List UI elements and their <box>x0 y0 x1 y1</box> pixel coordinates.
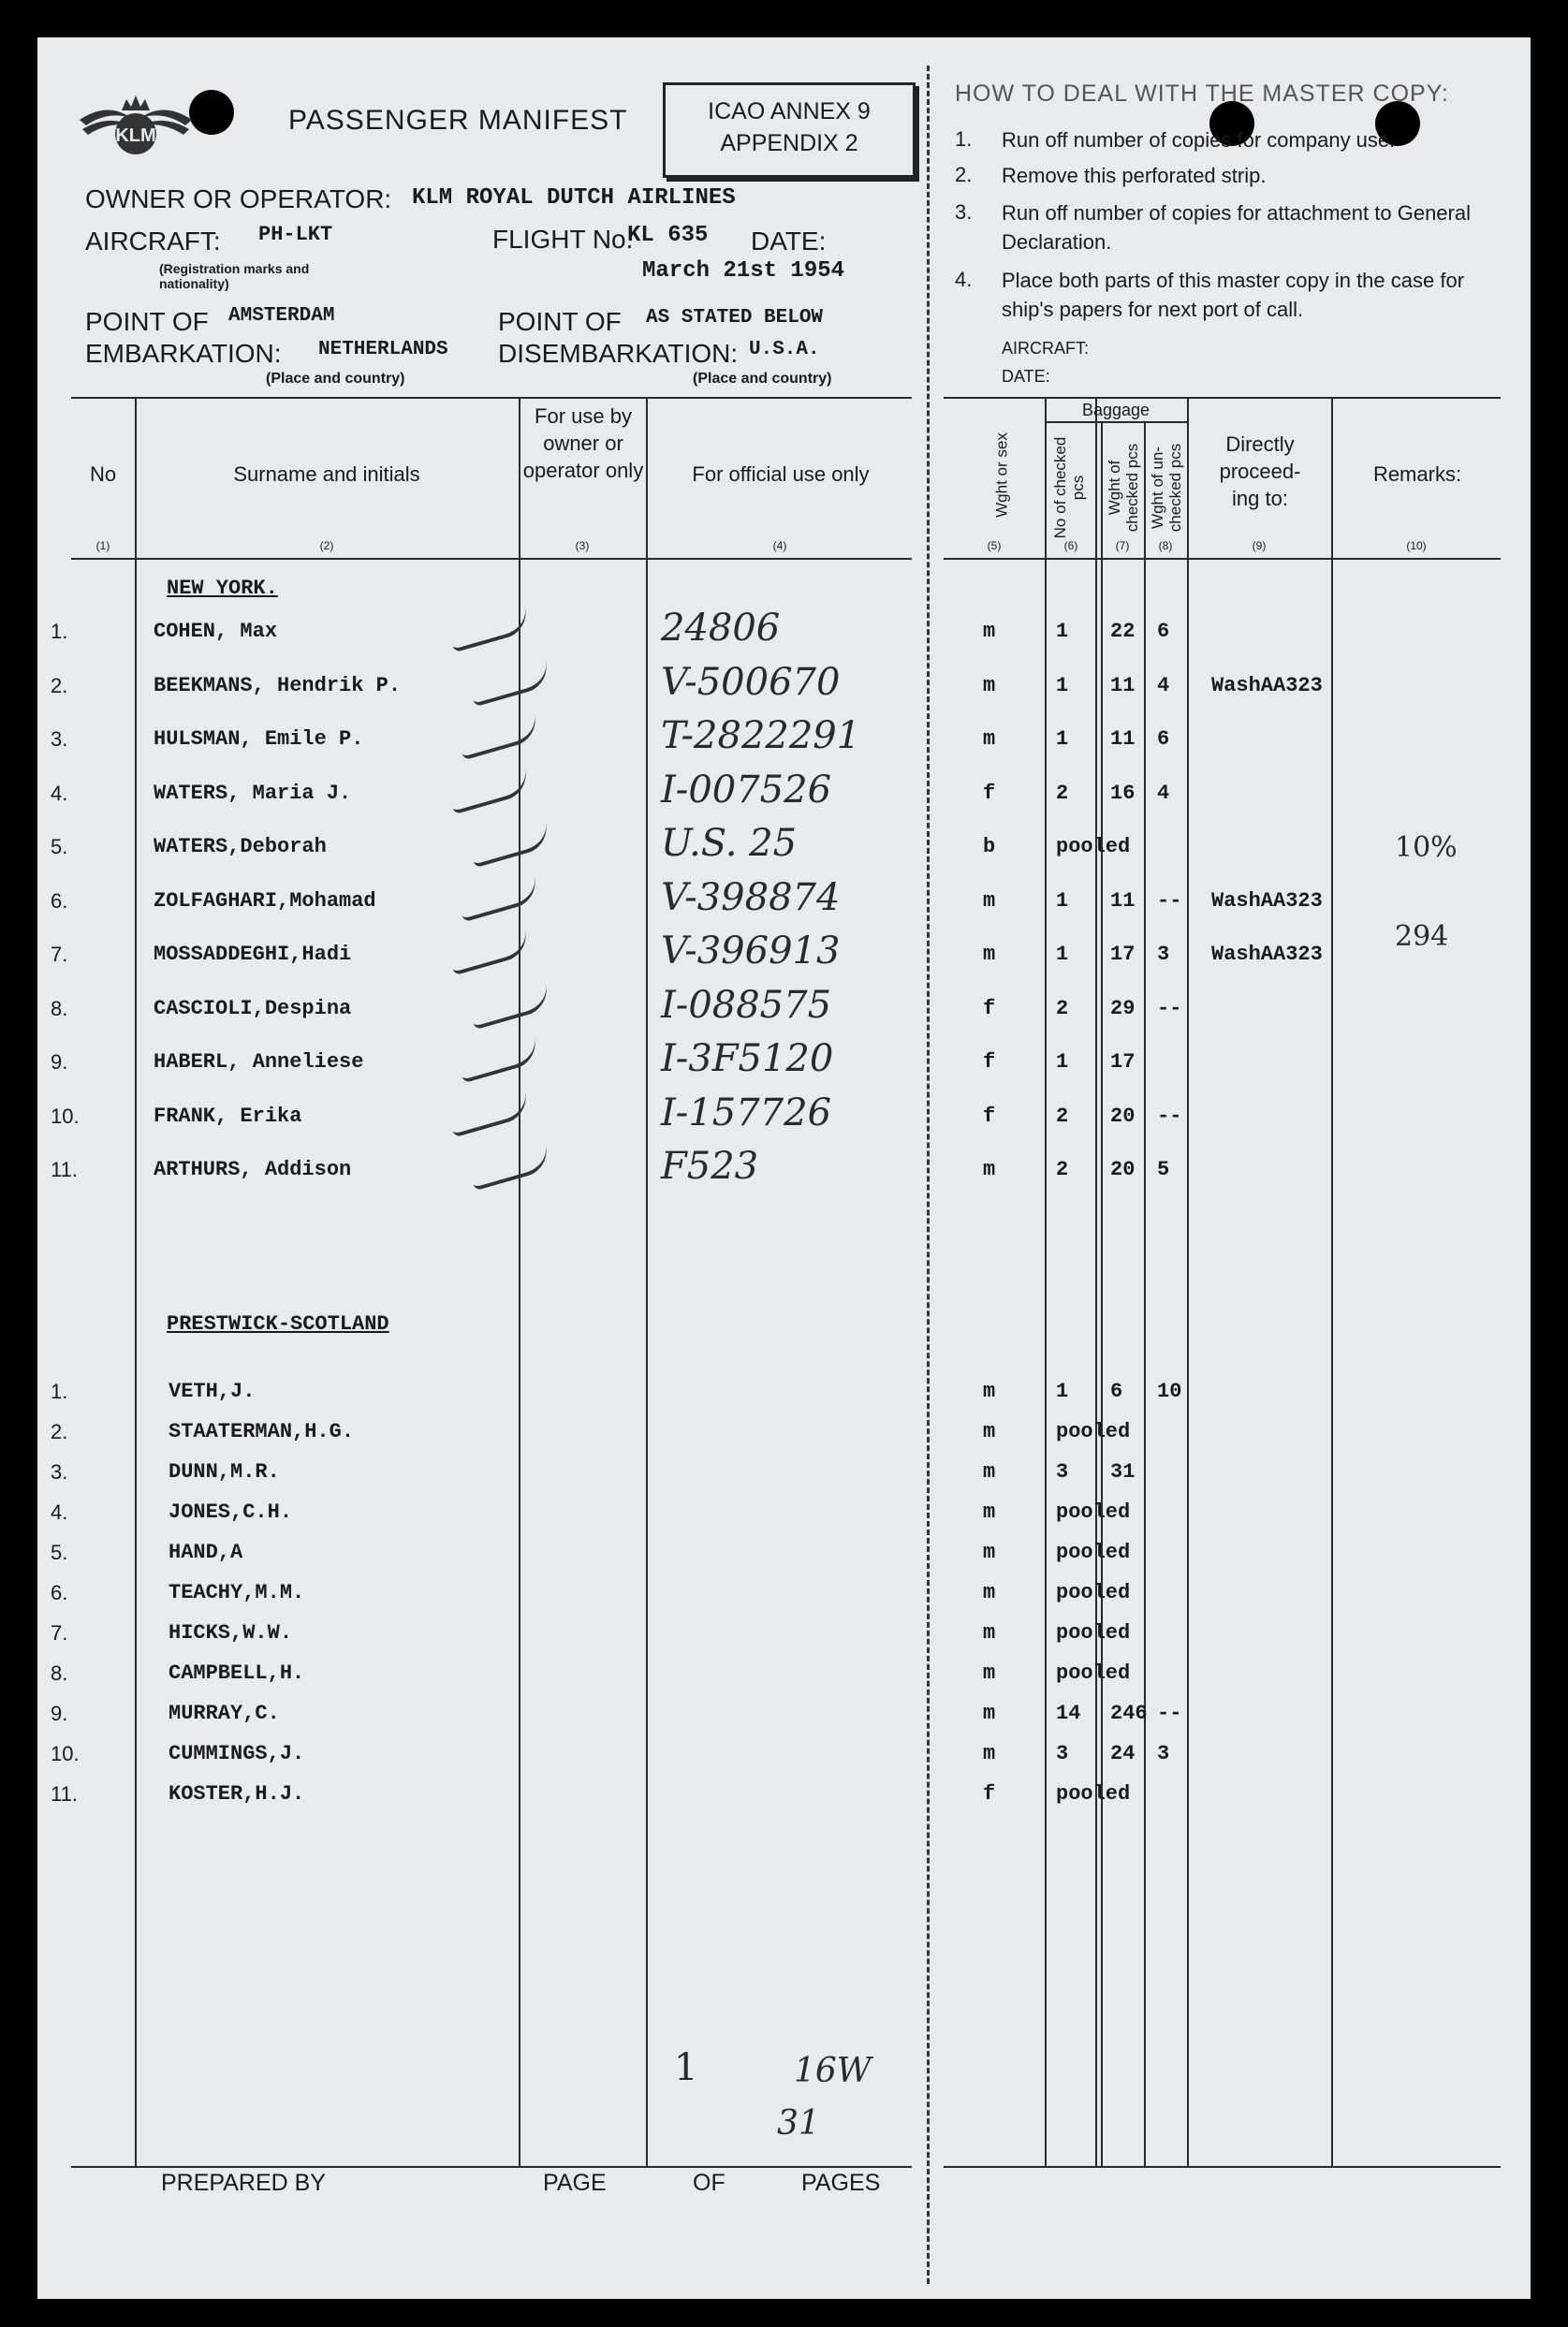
flight-value: KL 635 <box>627 223 709 248</box>
baggage-checked-pcs: 1 <box>1056 1050 1069 1074</box>
check-mark-icon <box>447 929 532 976</box>
passenger-sex: m <box>983 620 996 643</box>
check-mark-icon <box>457 874 541 922</box>
official-use-entry: I-3F5120 <box>661 1037 834 1080</box>
passenger-sex: m <box>983 1702 996 1725</box>
registration-note: (Registration marks and nationality) <box>159 261 310 291</box>
passenger-row <box>37 1621 1531 1659</box>
passenger-row <box>37 1702 1531 1739</box>
icao-box <box>663 82 916 178</box>
official-use-entry: V-396913 <box>661 929 841 973</box>
passenger-sex: m <box>983 943 996 966</box>
official-use-entry: F523 <box>661 1145 759 1188</box>
disembark-label-1: POINT OF <box>498 307 622 336</box>
passenger-row <box>37 983 1531 1034</box>
col-line-5 <box>1095 399 1097 2166</box>
baggage-unchecked-wght: 5 <box>1157 1158 1170 1181</box>
passenger-row <box>37 714 1531 765</box>
disembark-value-1: AS STATED BELOW <box>646 307 824 329</box>
official-use-entry: V-500670 <box>661 660 841 704</box>
svg-text:KLM: KLM <box>115 125 156 146</box>
col-num-6: (6) <box>1063 539 1078 552</box>
passenger-row <box>37 1541 1531 1578</box>
passenger-no: 1. <box>51 1380 68 1403</box>
passenger-row <box>37 822 1531 872</box>
col-line-1 <box>135 399 137 2166</box>
baggage-checked-pcs: 14 <box>1056 1702 1081 1725</box>
passenger-name: COHEN, Max <box>154 620 278 643</box>
passenger-no: 6. <box>51 1581 68 1604</box>
check-mark-icon <box>447 767 532 814</box>
col-num-5: (5) <box>987 539 1002 552</box>
aircraft-label: AIRCRAFT: <box>85 227 221 256</box>
passenger-no: 11. <box>51 1782 78 1806</box>
place-country-note-2: (Place and country) <box>693 371 832 387</box>
col-line-4 <box>1045 399 1047 2166</box>
table-top-rule-left <box>71 397 912 399</box>
check-mark-icon <box>447 606 532 653</box>
baggage-checked-pcs: 1 <box>1056 727 1069 751</box>
col-header-checked-wght: Wght of checked pcs <box>1106 443 1141 533</box>
remarks-entry: 294 <box>1395 920 1449 953</box>
passenger-name: MURRAY,C. <box>169 1702 280 1725</box>
baggage-unchecked-wght: -- <box>1157 996 1182 1020</box>
baggage-unchecked-wght: 10 <box>1157 1380 1182 1403</box>
embark-value-2: NETHERLANDS <box>318 339 448 360</box>
passenger-row <box>37 1145 1531 1195</box>
passenger-sex: m <box>983 1541 996 1564</box>
passenger-no: 8. <box>51 1661 68 1685</box>
baggage-checked-pcs: 3 <box>1056 1460 1069 1484</box>
passenger-sex: m <box>983 1661 996 1685</box>
passenger-sex: m <box>983 888 996 913</box>
passenger-sex: f <box>983 781 996 805</box>
passenger-sex: m <box>983 1460 996 1484</box>
baggage-checked-pcs: pooled <box>1056 1581 1131 1604</box>
passenger-sex: m <box>983 1621 996 1645</box>
instruction-2-text: Remove this perforated strip. <box>1002 164 1267 187</box>
col-num-8: (8) <box>1158 539 1173 552</box>
passenger-name: ARTHURS, Addison <box>154 1158 352 1181</box>
col-header-remarks: Remarks: <box>1372 462 1462 486</box>
baggage-unchecked-wght: -- <box>1157 1702 1182 1725</box>
passenger-name: CUMMINGS,J. <box>169 1742 305 1765</box>
passenger-sex: m <box>983 1158 996 1181</box>
manifest-title: PASSENGER MANIFEST <box>288 105 628 136</box>
check-mark-icon <box>457 713 541 761</box>
baggage-checked-pcs: 1 <box>1056 1380 1069 1403</box>
passenger-row <box>37 1037 1531 1088</box>
baggage-checked-pcs: pooled <box>1056 1621 1131 1645</box>
col-header-checked-pcs: No of checked pcs <box>1051 436 1087 539</box>
passenger-no: 11. <box>51 1158 78 1181</box>
passenger-name: VETH,J. <box>169 1380 256 1403</box>
baggage-checked-wght: 17 <box>1110 1050 1136 1074</box>
passenger-row <box>37 607 1531 657</box>
baggage-unchecked-wght: -- <box>1157 888 1182 913</box>
instruction-1-text: Run off number of copies for company use. <box>1002 128 1396 152</box>
baggage-checked-wght: 17 <box>1110 943 1136 966</box>
footer-prepared-by: PREPARED BY <box>161 2170 326 2196</box>
footer-of: OF <box>693 2170 725 2196</box>
embark-label-2: EMBARKATION: <box>85 339 282 368</box>
passenger-row <box>37 660 1531 711</box>
instruction-4-text: Place both parts of this master copy in the case for ship's papers for next port of call. <box>1002 269 1465 321</box>
baggage-checked-pcs: 2 <box>1056 781 1069 805</box>
passenger-no: 9. <box>51 1702 68 1725</box>
baggage-checked-pcs: 1 <box>1056 888 1069 913</box>
embark-value-1: AMSTERDAM <box>228 305 335 327</box>
icao-line-1: ICAO ANNEX 9 <box>708 98 871 124</box>
baggage-checked-pcs: 1 <box>1056 620 1069 643</box>
baggage-checked-pcs: pooled <box>1056 1661 1131 1685</box>
baggage-checked-wght: 31 <box>1110 1460 1136 1484</box>
official-use-entry: I-157726 <box>661 1090 832 1134</box>
passenger-name: WATERS, Maria J. <box>154 781 352 805</box>
passenger-sex: f <box>983 1050 996 1074</box>
baggage-checked-wght: 29 <box>1110 996 1136 1020</box>
col-line-3 <box>646 399 648 2166</box>
passenger-no: 3. <box>51 727 68 751</box>
passenger-row <box>37 875 1531 927</box>
baggage-checked-pcs: pooled <box>1056 1420 1131 1443</box>
disembark-value-2: U.S.A. <box>749 339 820 360</box>
baggage-unchecked-wght: 4 <box>1157 673 1170 697</box>
baggage-unchecked-wght: -- <box>1157 1104 1182 1128</box>
passenger-row <box>37 1460 1531 1498</box>
instructions-aircraft-label: AIRCRAFT: <box>1002 339 1090 358</box>
section-heading-new-york: NEW YORK. <box>167 577 278 600</box>
totals-line-2: 31 <box>777 2104 820 2143</box>
remarks-entry: 10% <box>1395 831 1458 864</box>
passenger-no: 5. <box>51 835 68 858</box>
baggage-unchecked-wght: 3 <box>1157 943 1170 966</box>
baggage-checked-pcs: 2 <box>1056 996 1069 1020</box>
col-num-7: (7) <box>1115 539 1130 552</box>
section-heading-prestwick: PRESTWICK-SCOTLAND <box>167 1312 389 1336</box>
passenger-no: 10. <box>51 1742 80 1765</box>
passenger-row <box>37 768 1531 819</box>
instructions-title: HOW TO DEAL WITH THE MASTER COPY: <box>955 80 1449 107</box>
passenger-no: 4. <box>51 1500 68 1524</box>
passenger-sex: f <box>983 1782 996 1806</box>
passenger-sex: f <box>983 1104 996 1128</box>
col-header-weight-sex: Wght or sex <box>992 432 1011 518</box>
passenger-name: HICKS,W.W. <box>169 1621 293 1645</box>
passenger-name: MOSSADDEGHI,Hadi <box>154 943 352 966</box>
totals-line-1: 16W <box>794 2052 872 2090</box>
check-mark-icon <box>468 821 552 869</box>
owner-label: OWNER OR OPERATOR: <box>85 184 392 213</box>
passenger-sex: b <box>983 835 996 858</box>
baggage-checked-pcs: 1 <box>1056 673 1069 697</box>
table-header-rule-right <box>944 558 1501 560</box>
col-num-3: (3) <box>575 539 590 552</box>
passenger-name: BEEKMANS, Hendrik P. <box>154 673 402 697</box>
baggage-checked-pcs: pooled <box>1056 1782 1131 1806</box>
check-mark-icon <box>468 1144 552 1192</box>
passenger-sex: m <box>983 673 996 697</box>
official-use-entry: T-2822291 <box>661 714 861 757</box>
passenger-name: CAMPBELL,H. <box>169 1661 305 1685</box>
col-header-unchecked-wght: Wght of un-checked pcs <box>1149 443 1184 533</box>
col-line-2 <box>519 399 520 2166</box>
manifest-sheet <box>37 37 1531 2299</box>
baggage-checked-wght: 11 <box>1110 888 1136 913</box>
col-num-2: (2) <box>319 539 334 552</box>
baggage-checked-wght: 11 <box>1110 673 1136 697</box>
baggage-unchecked-wght: 6 <box>1157 727 1170 751</box>
passenger-no: 9. <box>51 1050 68 1074</box>
flight-label: FLIGHT No. <box>492 225 634 254</box>
passenger-no: 10. <box>51 1104 80 1128</box>
passenger-no: 2. <box>51 673 68 697</box>
date-value: March 21st 1954 <box>642 258 845 284</box>
official-use-entry: I-088575 <box>661 983 832 1027</box>
baggage-checked-wght: 6 <box>1110 1380 1123 1403</box>
baggage-checked-pcs: 3 <box>1056 1742 1069 1765</box>
baggage-checked-pcs: 2 <box>1056 1158 1069 1181</box>
baggage-checked-pcs: pooled <box>1056 1541 1131 1564</box>
passenger-no: 6. <box>51 888 68 913</box>
baggage-checked-wght: 24 <box>1110 1742 1136 1765</box>
place-country-note-1: (Place and country) <box>266 371 405 387</box>
col-line-8 <box>1187 399 1189 2166</box>
passenger-name: HAND,A <box>169 1541 243 1564</box>
passenger-sex: f <box>983 996 996 1020</box>
passenger-name: DUNN,M.R. <box>169 1460 280 1484</box>
passenger-name: FRANK, Erika <box>154 1104 302 1128</box>
instruction-1-num: 1. <box>955 127 973 151</box>
date-label: DATE: <box>751 227 827 256</box>
passenger-row <box>37 1090 1531 1142</box>
passenger-no: 2. <box>51 1420 68 1443</box>
footer-page: PAGE <box>543 2170 607 2196</box>
col-num-10: (10) <box>1406 539 1427 552</box>
passenger-sex: m <box>983 1420 996 1443</box>
baggage-checked-pcs: 2 <box>1056 1104 1069 1128</box>
passenger-name: JONES,C.H. <box>169 1500 293 1524</box>
official-use-entry: U.S. 25 <box>661 822 798 865</box>
passenger-row <box>37 1661 1531 1699</box>
baggage-checked-wght: 20 <box>1110 1158 1136 1181</box>
directly-proceeding: WashAA323 <box>1211 673 1323 697</box>
passenger-no: 5. <box>51 1541 68 1564</box>
col-header-proceeding: Directly proceed-ing to: <box>1219 432 1301 510</box>
official-use-entry: 24806 <box>661 607 781 650</box>
baggage-checked-wght: 16 <box>1110 781 1136 805</box>
passenger-row <box>37 920 1531 980</box>
baggage-unchecked-wght: 4 <box>1157 781 1170 805</box>
passenger-row <box>37 1782 1531 1820</box>
passenger-name: KOSTER,H.J. <box>169 1782 305 1806</box>
baggage-unchecked-wght: 3 <box>1157 1742 1170 1765</box>
instructions-date-label: DATE: <box>1002 367 1050 386</box>
passenger-row <box>37 1742 1531 1779</box>
passenger-row <box>37 1420 1531 1457</box>
official-use-entry: V-398874 <box>661 875 841 919</box>
passenger-no: 4. <box>51 781 68 805</box>
passenger-sex: m <box>983 1581 996 1604</box>
aircraft-value: PH-LKT <box>258 223 333 246</box>
icao-line-2: APPENDIX 2 <box>720 130 858 156</box>
baggage-checked-pcs: 1 <box>1056 943 1069 966</box>
directly-proceeding: WashAA323 <box>1211 943 1323 966</box>
passenger-name: TEACHY,M.M. <box>169 1581 305 1604</box>
table-bottom-rule-right <box>944 2166 1501 2168</box>
col-header-official-use: For official use only <box>692 462 870 486</box>
passenger-name: STAATERMAN,H.G. <box>169 1420 355 1443</box>
col-header-no: No <box>89 462 117 486</box>
directly-proceeding: WashAA323 <box>1211 888 1323 913</box>
baggage-checked-wght: 20 <box>1110 1104 1136 1128</box>
instruction-3-text: Run off number of copies for attachment to General Declaration. <box>1002 201 1471 254</box>
embark-label-1: POINT OF <box>85 307 209 336</box>
passenger-no: 8. <box>51 996 68 1020</box>
col-line-9 <box>1331 399 1333 2166</box>
passenger-sex: m <box>983 727 996 751</box>
passenger-row <box>37 1581 1531 1618</box>
col-header-surname: Surname and initials <box>233 462 420 486</box>
baggage-checked-pcs: pooled <box>1056 835 1131 858</box>
klm-crown-logo-icon <box>75 82 197 167</box>
baggage-checked-wght: 246 <box>1110 1702 1148 1725</box>
col-num-9: (9) <box>1252 539 1267 552</box>
check-mark-icon <box>468 982 552 1030</box>
passenger-row <box>37 1500 1531 1538</box>
official-use-entry: I-007526 <box>661 768 832 812</box>
col-num-1: (1) <box>95 539 110 552</box>
owner-value: KLM ROYAL DUTCH AIRLINES <box>412 185 736 211</box>
check-mark-icon <box>457 1036 541 1084</box>
passenger-no: 1. <box>51 620 68 643</box>
instruction-2-num: 2. <box>955 163 973 186</box>
passenger-no: 7. <box>51 1621 68 1645</box>
passenger-name: HULSMAN, Emile P. <box>154 727 364 751</box>
passenger-name: CASCIOLI,Despina <box>154 996 352 1020</box>
baggage-unchecked-wght: 6 <box>1157 620 1170 643</box>
instruction-4-num: 4. <box>955 268 973 291</box>
table-header-rule-left <box>71 558 912 560</box>
passenger-sex: m <box>983 1742 996 1765</box>
baggage-checked-pcs: pooled <box>1056 1500 1131 1524</box>
passenger-name: WATERS,Deborah <box>154 835 327 858</box>
baggage-checked-wght: 22 <box>1110 620 1136 643</box>
col-num-4: (4) <box>772 539 787 552</box>
table-bottom-rule-left <box>71 2166 912 2168</box>
baggage-checked-wght: 11 <box>1110 727 1136 751</box>
passenger-name: HABERL, Anneliese <box>154 1050 364 1074</box>
col-header-baggage: Baggage <box>1081 401 1150 419</box>
passenger-sex: m <box>983 1500 996 1524</box>
passenger-sex: m <box>983 1380 996 1403</box>
passenger-no: 7. <box>51 943 68 966</box>
footer-pages: PAGES <box>801 2170 881 2196</box>
passenger-row <box>37 1380 1531 1417</box>
col-header-owner-use: For use by owner or operator only <box>522 404 644 482</box>
check-mark-icon <box>447 1090 532 1137</box>
passenger-name: ZOLFAGHARI,Mohamad <box>154 888 376 913</box>
disembark-label-2: DISEMBARKATION: <box>498 339 739 368</box>
totals-mark: 1 <box>674 2046 698 2089</box>
instruction-3-num: 3. <box>955 200 973 224</box>
check-mark-icon <box>468 659 552 707</box>
passenger-no: 3. <box>51 1460 68 1484</box>
table-top-rule-right <box>944 397 1501 399</box>
